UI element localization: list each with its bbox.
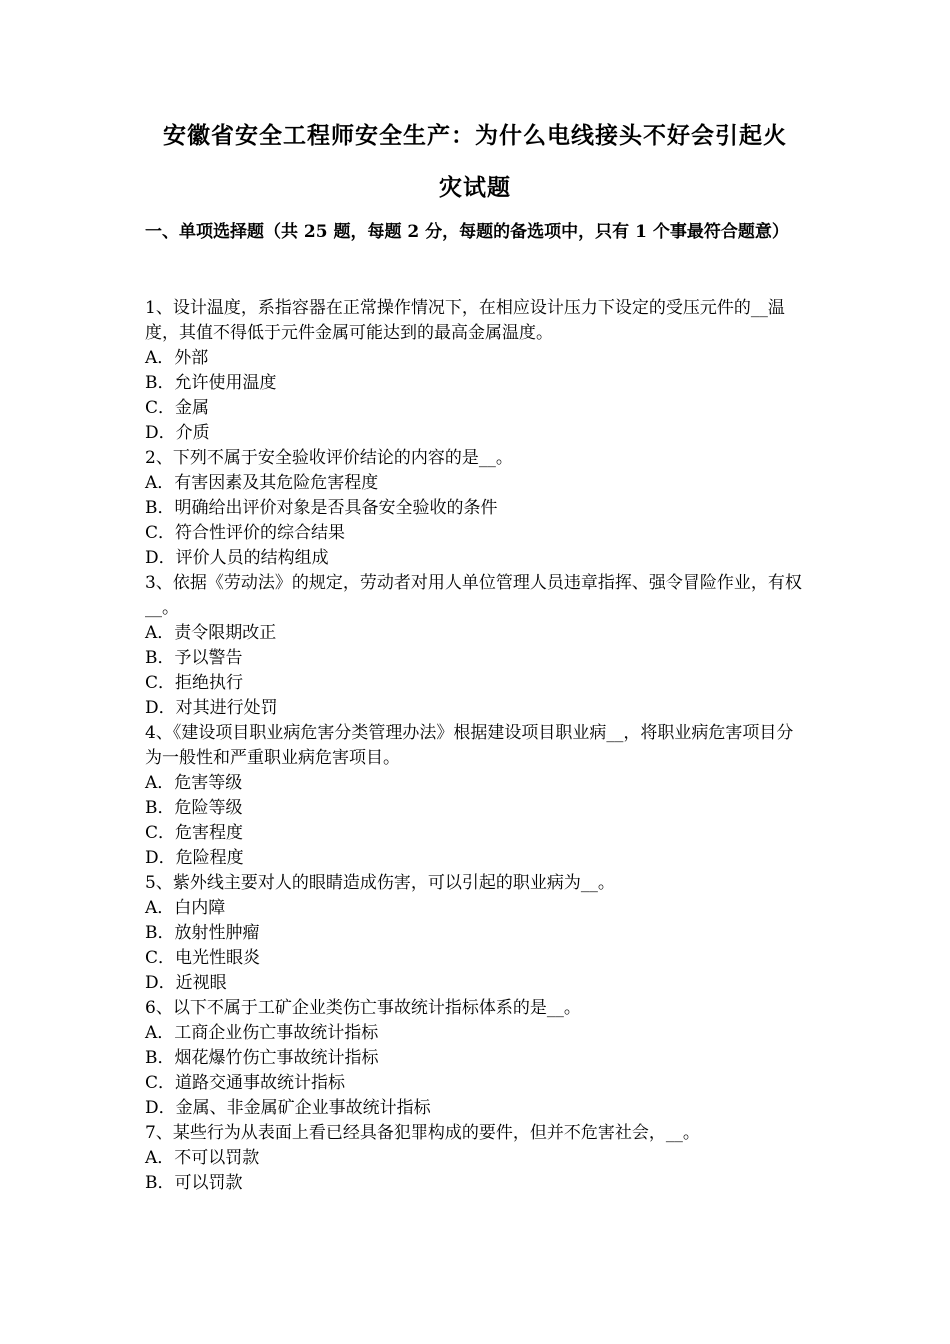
question-text: 1、设计温度，系指容器在正常操作情况下，在相应设计压力下设定的受压元件的__温度，其值不得低于元件金属可能达到的最高金属温度。 bbox=[145, 298, 785, 343]
option-c: C．电光性眼炎 bbox=[145, 948, 261, 968]
question-2 bbox=[145, 446, 810, 571]
option-d: D．近视眼 bbox=[145, 973, 227, 993]
option-d: D．危险程度 bbox=[145, 848, 244, 868]
option-b: B．允许使用温度 bbox=[145, 373, 277, 393]
option-c: C．拒绝执行 bbox=[145, 673, 244, 693]
option-a: A．危害等级 bbox=[145, 773, 243, 793]
option-b: B．予以警告 bbox=[145, 648, 243, 668]
question-6 bbox=[145, 996, 810, 1121]
question-list bbox=[145, 296, 810, 1196]
question-1 bbox=[145, 296, 810, 446]
option-a: A．不可以罚款 bbox=[145, 1148, 260, 1168]
option-c: C．金属 bbox=[145, 398, 210, 418]
question-3 bbox=[145, 571, 810, 721]
option-d: D．对其进行处罚 bbox=[145, 698, 278, 718]
option-c: C．危害程度 bbox=[145, 823, 244, 843]
option-d: D．介质 bbox=[145, 423, 210, 443]
option-c: C．道路交通事故统计指标 bbox=[145, 1073, 346, 1093]
option-b: B．放射性肿瘤 bbox=[145, 923, 260, 943]
option-a: A．白内障 bbox=[145, 898, 226, 918]
option-b: B．烟花爆竹伤亡事故统计指标 bbox=[145, 1048, 379, 1068]
option-d: D．金属、非金属矿企业事故统计指标 bbox=[145, 1098, 431, 1118]
option-b: B．可以罚款 bbox=[145, 1173, 243, 1193]
option-d: D．评价人员的结构组成 bbox=[145, 548, 329, 568]
option-b: B．明确给出评价对象是否具备安全验收的条件 bbox=[145, 498, 498, 518]
question-text: 4、《建设项目职业病危害分类管理办法》根据建设项目职业病__，将职业病危害项目分为一般性和严重职业病危害项目。 bbox=[145, 723, 794, 768]
question-5 bbox=[145, 871, 810, 996]
document-title-line1: 安徽省安全工程师安全生产：为什么电线接头不好会引起火 bbox=[163, 122, 787, 149]
question-text: 6、以下不属于工矿企业类伤亡事故统计指标体系的是__。 bbox=[145, 998, 581, 1018]
option-a: A．有害因素及其危险危害程度 bbox=[145, 473, 379, 493]
question-text: 3、依据《劳动法》的规定，劳动者对用人单位管理人员违章指挥、强令冒险作业，有权__。 bbox=[145, 573, 802, 618]
option-a: A．责令限期改正 bbox=[145, 623, 277, 643]
option-a: A．外部 bbox=[145, 348, 209, 368]
question-text: 7、某些行为从表面上看已经具备犯罪构成的要件，但并不危害社会，__。 bbox=[145, 1123, 700, 1143]
document-title-line2: 灾试题 bbox=[439, 174, 511, 201]
section-heading: 一、单项选择题（共 25 题，每题 2 分，每题的备选项中，只有 1 个事最符合题意） bbox=[145, 222, 789, 242]
option-b: B．危险等级 bbox=[145, 798, 243, 818]
question-4 bbox=[145, 721, 810, 871]
question-text: 2、下列不属于安全验收评价结论的内容的是__。 bbox=[145, 448, 513, 468]
option-c: C．符合性评价的综合结果 bbox=[145, 523, 346, 543]
question-text: 5、紫外线主要对人的眼睛造成伤害，可以引起的职业病为__。 bbox=[145, 873, 615, 893]
question-7 bbox=[145, 1121, 810, 1196]
option-a: A．工商企业伤亡事故统计指标 bbox=[145, 1023, 379, 1043]
